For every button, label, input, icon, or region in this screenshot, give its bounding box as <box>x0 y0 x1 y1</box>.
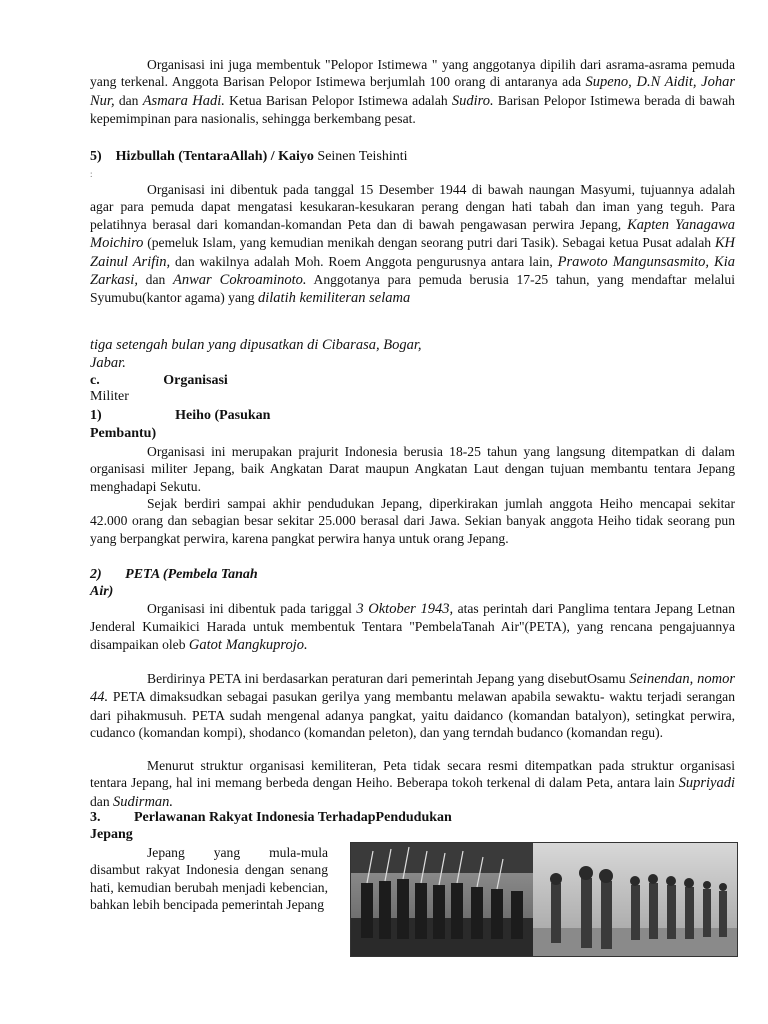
heading-number: 5) <box>90 149 102 164</box>
peta-paragraph-2 <box>90 670 735 742</box>
hizbullah-text-c: dan wakilnya adalah Moh. Roem Anggota pengurusnya antara lain, <box>170 253 558 269</box>
intro-text-and: dan <box>114 92 143 108</box>
peta-name-gatot: Gatot Mangkuprojo. <box>188 636 308 653</box>
stray-mark: : <box>90 169 93 179</box>
hizbullah-text-b: (pemeluk Islam, yang kemudian menikah dengan seorang putri dari Tasik). Sebagai ketua Pusat adalah <box>143 235 715 251</box>
historical-photo <box>350 842 738 957</box>
hizbullah-text-e: Anggotanya para pemuda berusia 17-25 tahun, yang mendaftar melalui Syumubu(kantor agama) yang <box>90 272 735 306</box>
hizbullah-name-ketua: KH Zainul Arifin, <box>90 235 735 270</box>
heiho-heading <box>90 407 270 424</box>
intro-paragraph <box>90 56 735 128</box>
section-title-line2: Militer <box>90 389 129 404</box>
section-title: Organisasi <box>163 373 228 388</box>
peta-heading <box>90 566 258 583</box>
peta-text-2a: Berdirinya PETA ini berdasarkan peraturan dari pemerintah Jepang yang disebutOsamu <box>147 671 630 686</box>
hizbullah-text-d: dan <box>137 272 174 288</box>
heiho-paragraph-1: Organisasi ini merupakan prajurit Indonesia berusia 18-25 tahun yang langsung ditempatkan di dalam organisasi militer Jepang, baik Angkatan Darat maupun Angkatan Laut dengan tujuan membantu tentara Jepang menghadapi Sekutu. <box>90 444 735 494</box>
intro-text-end: Barisan Pelopor Istimewa berada di bawah kepemimpinan para nasionalis, sehingga berkembang pesat. <box>90 92 735 127</box>
peta-date: 3 Oktober 1943, <box>356 601 454 617</box>
heading-title-rest: Seinen Teishinti <box>317 149 408 164</box>
peta-title: PETA (Pembela Tanah <box>125 567 258 582</box>
hizbullah-italic-line: tiga setengah bulan yang dipusatkan di Cibarasa, Bogar, <box>90 337 422 353</box>
section-3-title: Perlawanan Rakyat Indonesia TerhadapPendudukan <box>134 810 452 825</box>
peta-name-supriyadi: Supriyadi <box>678 775 735 792</box>
peta-number: 2) <box>90 567 102 582</box>
intro-text-ketua: Ketua Barisan Pelopor Istimewa adalah <box>224 92 452 108</box>
hizbullah-text-italic: dilatih kemiliteran selama <box>258 290 411 307</box>
intro-name-asmara: Asmara Hadi. <box>142 92 225 109</box>
heiho-paragraph-2: Sejak berdiri sampai akhir pendudukan Jepang, diperkirakan jumlah anggota Heiho mencapai sekitar 42.000 orang dan sebagian besar sekitar 25.000 berasal dari Jawa. Sekian banyak anggota Heiho tidak seorang pun yang berpangkat perwira, karena pangkat perwira hanya untuk orang Jepang. <box>90 496 735 546</box>
section-3-heading <box>90 809 735 826</box>
peta-text-2b: PETA dimaksudkan sebagai pasukan gerilya yang membantu melawan apabila sewaktu- waktu terjadi serangan dari pihakmusuh. PETA sudah mengenal adanya pangkat, yaitu daidanco (komandan batalyon), setingkat perwira, cudanco (komandan kompi), shodanco (komandan peleton), dan yang terndah budanco (komandan regu). <box>90 689 735 741</box>
section-3-number: 3. <box>90 810 101 825</box>
hizbullah-heading <box>90 148 730 165</box>
photo-illustration <box>351 843 737 956</box>
section-letter: c. <box>90 373 100 388</box>
section-c-heading <box>90 372 228 389</box>
peta-text-3a: Menurut struktur organisasi kemiliteran, Peta tidak secara resmi ditempatkan pada struktur organisasi tentara Jepang, hal ini memang berbeda dengan Heiho. Beberapa tokoh terkenal di dalam Peta, antara lain <box>90 758 735 791</box>
hizbullah-paragraph <box>90 181 735 308</box>
peta-text-and: dan <box>90 793 114 809</box>
peta-law: Seinendan, nomor 44. <box>90 671 735 706</box>
hizbullah-text-a: Organisasi ini dibentuk pada tanggal 15 Desember 1944 di bawah naungan Masyumi, tujuannya adalah agar para pemuda dapat mengatasi kesukaran-kesukaran perang dengan hati tabah dan iman yang teguh. Para pelatihnya berasal dari komandan-komandan Peta dan di bawah pengawasan perwira Jepang, <box>90 182 735 232</box>
peta-name-sudirman: Sudirman. <box>113 793 174 810</box>
heiho-title-line2: Pembantu) <box>90 426 157 441</box>
section-3-paragraph: Jepang yang mula-mula disambut rakyat Indonesia dengan senang hati, kemudian berubah menjadi kebencian, bahkan lebih bencipada pemerintah Jepang <box>90 845 328 913</box>
peta-paragraph-3 <box>90 757 735 811</box>
hizbullah-italic-end: Jabar. <box>90 355 126 371</box>
peta-title-line2: Air) <box>90 584 114 599</box>
intro-name-sudiro: Sudiro. <box>451 92 494 109</box>
intro-text: Organisasi ini juga membentuk "Pelopor Istimewa " yang anggotanya dipilih dari asrama-asrama pemuda yang terkenal. Anggota Barisan Pelopor Istimewa berjumlah 100 orang di antaranya ada <box>90 57 735 90</box>
heading-title: Hizbullah (TentaraAllah) / Kaiyo <box>115 149 314 164</box>
peta-paragraph-1 <box>90 600 735 654</box>
peta-text-1b: atas perintah dari Panglima tentara Jepang Letnan Jenderal Kumaikici Harada untuk membentuk Tentara "PembelaTanah Air"(PETA), yang rencana pengajuannya disampaikan oleb <box>90 601 735 652</box>
hizbullah-names-pengurus: Prawoto Mangunsasmito, Kia Zarkasi, <box>90 253 735 289</box>
heiho-number: 1) <box>90 408 102 423</box>
section-3-title-line2: Jepang <box>90 827 133 842</box>
hizbullah-name-kapten: Kapten Yanagawa Moichiro <box>90 216 735 252</box>
heiho-title: Heiho (Pasukan <box>175 408 271 423</box>
peta-text-1a: Organisasi ini dibentuk pada tariggal <box>147 601 357 616</box>
intro-names: Supeno, D.N Aidit, Johar Nur, <box>90 74 735 109</box>
hizbullah-name-anwar: Anwar Cokroaminoto. <box>173 272 307 289</box>
